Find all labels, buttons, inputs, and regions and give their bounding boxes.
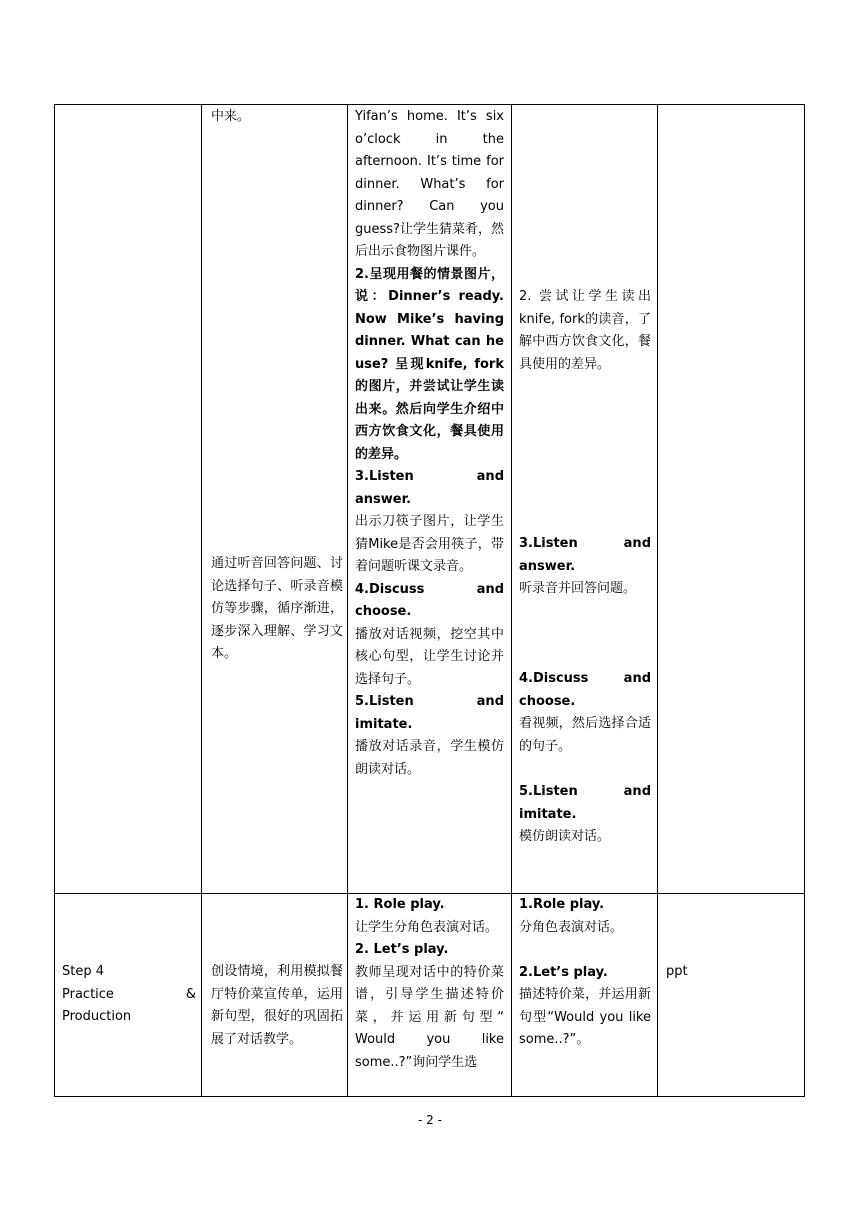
table-border <box>804 104 805 1097</box>
cell-text: 中来。 <box>211 109 251 124</box>
activity-head: 2. Let’s play. <box>355 942 449 957</box>
activity-head: 4.Discuss and choose. <box>519 671 651 709</box>
step-subtitle-b: & <box>185 986 196 1002</box>
step-subtitle-line <box>62 984 196 1007</box>
teacher-activity-2 <box>355 264 504 467</box>
row1-objective-cell-top <box>211 106 343 129</box>
table-border <box>201 104 202 1097</box>
lesson-plan-table <box>54 104 805 1097</box>
activity-body: 让学生分角色表演对话。 <box>355 919 499 935</box>
activity-body: 看视频，然后选择合适的句子。 <box>519 716 651 754</box>
table-border <box>657 104 658 1097</box>
activity-head: 1. Role play. <box>355 897 445 912</box>
activity-body: Yifan’s home. It’s six o’clock in the afternoon. It’s time for dinner. What’s for dinner? Can you guess?让学生猜菜肴，然后出示食物图片课件。 <box>355 109 504 259</box>
student-activity-1 <box>519 894 651 939</box>
table-border <box>347 104 348 1097</box>
teacher-activity-2 <box>355 939 504 1074</box>
table-border <box>54 104 55 1097</box>
row2-resource-cell <box>666 961 798 984</box>
activity-head: 5.Listen and imitate. <box>355 694 504 732</box>
cell-text: 创设情境，利用模拟餐厅特价菜宣传单，运用新句型，很好的巩固拓展了对话教学。 <box>211 964 343 1047</box>
step-label-cell <box>62 961 196 1029</box>
row2-teacher-activity-cell <box>355 894 504 1074</box>
row1-teacher-activity-cell <box>355 106 504 781</box>
row1-student-activity-3 <box>519 533 651 601</box>
step-subtitle-a: Practice <box>62 986 114 1002</box>
teacher-activity-3 <box>355 466 504 579</box>
resource-text: ppt <box>666 964 688 979</box>
activity-body: 模仿朗读对话。 <box>519 829 611 844</box>
activity-body: 教师呈现对话中的特价菜谱，引导学生描述特价菜，并运用新句型“ Would you like some..?”询问学生选 <box>355 964 504 1070</box>
activity-head: 2.呈现用餐的情景图片，说：Dinner’s ready. Now Mike’s having dinner. What can he use? 呈现knife, fork的图片，并尝试让学生读出来。然后向学生介绍中西方饮食文化，餐具使用的差异。 <box>355 266 504 462</box>
table-border <box>511 104 512 1097</box>
activity-head: 1.Role play. <box>519 897 605 912</box>
student-activity-2 <box>519 962 651 1052</box>
row1-objective-cell <box>211 553 343 666</box>
activity-head: 2.Let’s play. <box>519 964 608 980</box>
activity-body: 播放对话视频，挖空其中核心句型，让学生讨论并选择句子。 <box>355 626 504 687</box>
activity-head: 3.Listen and answer. <box>519 536 651 574</box>
teacher-activity-1 <box>355 106 504 264</box>
table-border <box>54 1096 805 1097</box>
step-subtitle-c: Production <box>62 1009 132 1024</box>
activity-body: 听录音并回答问题。 <box>519 581 637 596</box>
teacher-activity-1 <box>355 894 504 939</box>
row2-objective-cell <box>211 961 343 1051</box>
activity-head: 3.Listen and answer. <box>355 469 504 507</box>
activity-body: 出示刀筷子图片，让学生猜Mike是否会用筷子，带着问题听课文录音。 <box>355 514 504 574</box>
activity-body: 播放对话录音，学生模仿朗读对话。 <box>355 739 504 777</box>
table-border <box>54 104 805 105</box>
teacher-activity-4 <box>355 579 504 692</box>
row1-student-activity-4 <box>519 668 651 758</box>
teacher-activity-5 <box>355 691 504 781</box>
cell-text: 2. 尝试让学生读出knife, fork的读音，了解中西方饮食文化，餐具使用的差异。 <box>519 289 651 372</box>
page-number: - 2 - <box>418 1113 442 1127</box>
activity-body: 描述特价菜，并运用新句型“Would you like some..?”。 <box>519 987 651 1047</box>
activity-head: 5.Listen and imitate. <box>519 784 651 822</box>
row1-student-activity-5 <box>519 781 651 849</box>
step-title: Step 4 <box>62 964 105 979</box>
cell-text: 通过听音回答问题、讨论选择句子、听录音模仿等步骤，循序渐进，逐步深入理解、学习文本。 <box>211 556 343 661</box>
activity-head: 4.Discuss and choose. <box>355 581 504 619</box>
activity-body: 分角色表演对话。 <box>519 919 624 935</box>
row1-student-activity-2 <box>519 286 651 376</box>
row2-student-activity-cell <box>519 894 651 1052</box>
